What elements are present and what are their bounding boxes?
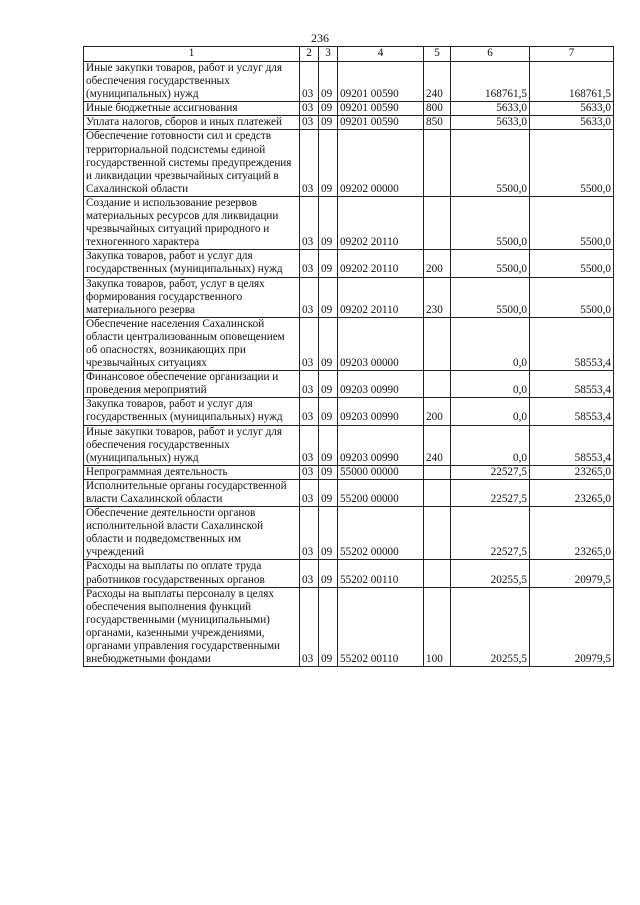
row-amount-1-cell: 20255,5 [451, 560, 530, 587]
row-amount-2-cell: 58553,4 [530, 317, 614, 370]
row-subsection-cell: 09 [319, 560, 338, 587]
row-section-cell: 03 [300, 560, 319, 587]
row-name-cell: Обеспечение готовности сил и средств территориальной подсистемы единой государственной системы предупреждения и ликвидации чрезвычайных ситуаций в Сахалинской области [84, 130, 300, 196]
row-amount-2-cell: 23265,0 [530, 507, 614, 560]
row-expense-type-cell: 800 [424, 102, 451, 116]
header-cell-7: 7 [530, 47, 614, 62]
row-amount-2-cell: 5500,0 [530, 196, 614, 249]
row-subsection-cell: 09 [319, 371, 338, 398]
row-amount-1-cell: 5500,0 [451, 250, 530, 277]
row-expense-type-cell [424, 507, 451, 560]
row-expense-type-cell: 850 [424, 116, 451, 130]
row-expense-type-cell: 200 [424, 250, 451, 277]
row-amount-2-cell: 58553,4 [530, 398, 614, 425]
row-section-cell: 03 [300, 277, 319, 317]
row-section-cell: 03 [300, 250, 319, 277]
row-name-cell: Закупка товаров, работ и услуг для государственных (муниципальных) нужд [84, 398, 300, 425]
row-expense-type-cell: 200 [424, 398, 451, 425]
row-subsection-cell: 09 [319, 250, 338, 277]
row-target-article-cell: 09201 00590 [338, 62, 424, 102]
row-amount-1-cell: 0,0 [451, 425, 530, 465]
page-number: 236 [311, 31, 329, 45]
row-name-cell: Создание и использование резервов материальных ресурсов для ликвидации чрезвычайных ситуаций природного и техногенного характера [84, 196, 300, 249]
row-target-article-cell: 09202 20110 [338, 250, 424, 277]
row-expense-type-cell [424, 560, 451, 587]
table-row [84, 62, 614, 102]
row-name-cell: Обеспечение населения Сахалинской области централизованным оповещением об опасностях, возникающих при чрезвычайных ситуациях [84, 317, 300, 370]
row-expense-type-cell [424, 479, 451, 506]
row-subsection-cell: 09 [319, 116, 338, 130]
row-expense-type-cell: 240 [424, 425, 451, 465]
row-expense-type-cell: 240 [424, 62, 451, 102]
row-amount-1-cell: 0,0 [451, 317, 530, 370]
row-name-cell: Иные закупки товаров, работ и услуг для обеспечения государственных (муниципальных) нужд [84, 425, 300, 465]
row-name-cell: Расходы на выплаты по оплате труда работников государственных органов [84, 560, 300, 587]
row-subsection-cell: 09 [319, 398, 338, 425]
table-row [84, 250, 614, 277]
row-amount-2-cell: 58553,4 [530, 371, 614, 398]
row-target-article-cell: 09203 00990 [338, 425, 424, 465]
row-target-article-cell: 55202 00110 [338, 560, 424, 587]
row-amount-2-cell: 5500,0 [530, 250, 614, 277]
row-expense-type-cell [424, 196, 451, 249]
row-amount-1-cell: 22527,5 [451, 465, 530, 479]
row-subsection-cell: 09 [319, 102, 338, 116]
row-amount-1-cell: 22527,5 [451, 507, 530, 560]
row-amount-2-cell: 5633,0 [530, 102, 614, 116]
row-amount-2-cell: 5500,0 [530, 277, 614, 317]
header-cell-2: 2 [300, 47, 319, 62]
row-amount-2-cell: 23265,0 [530, 465, 614, 479]
row-amount-2-cell: 168761,5 [530, 62, 614, 102]
row-expense-type-cell: 230 [424, 277, 451, 317]
table-row [84, 507, 614, 560]
row-amount-1-cell: 5500,0 [451, 277, 530, 317]
table-row [84, 560, 614, 587]
row-target-article-cell: 09202 00000 [338, 130, 424, 196]
table-row [84, 398, 614, 425]
row-section-cell: 03 [300, 507, 319, 560]
row-target-article-cell: 55202 00000 [338, 507, 424, 560]
row-target-article-cell: 09203 00990 [338, 371, 424, 398]
header-cell-4: 4 [338, 47, 424, 62]
row-expense-type-cell [424, 371, 451, 398]
header-cell-6: 6 [451, 47, 530, 62]
row-amount-2-cell: 23265,0 [530, 479, 614, 506]
row-subsection-cell: 09 [319, 425, 338, 465]
row-name-cell: Финансовое обеспечение организации и проведения мероприятий [84, 371, 300, 398]
row-amount-2-cell: 5633,0 [530, 116, 614, 130]
row-target-article-cell: 09201 00590 [338, 116, 424, 130]
row-name-cell: Иные бюджетные ассигнования [84, 102, 300, 116]
row-amount-1-cell: 5500,0 [451, 130, 530, 196]
row-subsection-cell: 09 [319, 62, 338, 102]
table-row [84, 196, 614, 249]
row-target-article-cell: 55000 00000 [338, 465, 424, 479]
row-section-cell: 03 [300, 398, 319, 425]
row-name-cell: Исполнительные органы государственной власти Сахалинской области [84, 479, 300, 506]
row-target-article-cell: 55202 00110 [338, 587, 424, 667]
row-expense-type-cell: 100 [424, 587, 451, 667]
row-expense-type-cell [424, 130, 451, 196]
row-subsection-cell: 09 [319, 465, 338, 479]
row-amount-2-cell: 5500,0 [530, 130, 614, 196]
row-amount-1-cell: 5500,0 [451, 196, 530, 249]
row-expense-type-cell [424, 317, 451, 370]
row-target-article-cell: 55200 00000 [338, 479, 424, 506]
header-cell-5: 5 [424, 47, 451, 62]
row-section-cell: 03 [300, 62, 319, 102]
row-amount-1-cell: 0,0 [451, 371, 530, 398]
row-amount-2-cell: 20979,5 [530, 560, 614, 587]
row-section-cell: 03 [300, 465, 319, 479]
row-amount-1-cell: 5633,0 [451, 102, 530, 116]
row-section-cell: 03 [300, 130, 319, 196]
row-name-cell: Закупка товаров, работ, услуг в целях формирования государственного материального резерва [84, 277, 300, 317]
table-row [84, 587, 614, 667]
row-target-article-cell: 09202 20110 [338, 277, 424, 317]
table-row [84, 317, 614, 370]
row-section-cell: 03 [300, 102, 319, 116]
row-section-cell: 03 [300, 371, 319, 398]
row-target-article-cell: 09203 00000 [338, 317, 424, 370]
row-target-article-cell: 09203 00990 [338, 398, 424, 425]
row-name-cell: Уплата налогов, сборов и иных платежей [84, 116, 300, 130]
row-target-article-cell: 09202 20110 [338, 196, 424, 249]
row-amount-1-cell: 22527,5 [451, 479, 530, 506]
table-row [84, 116, 614, 130]
row-name-cell: Закупка товаров, работ и услуг для государственных (муниципальных) нужд [84, 250, 300, 277]
row-subsection-cell: 09 [319, 479, 338, 506]
header-row [84, 47, 614, 62]
row-amount-1-cell: 5633,0 [451, 116, 530, 130]
row-section-cell: 03 [300, 479, 319, 506]
row-target-article-cell: 09201 00590 [338, 102, 424, 116]
row-amount-1-cell: 20255,5 [451, 587, 530, 667]
budget-table [83, 46, 614, 667]
table-row [84, 371, 614, 398]
header-cell-1: 1 [84, 47, 300, 62]
header-cell-3: 3 [319, 47, 338, 62]
row-section-cell: 03 [300, 116, 319, 130]
row-subsection-cell: 09 [319, 317, 338, 370]
table-row [84, 277, 614, 317]
row-subsection-cell: 09 [319, 587, 338, 667]
row-subsection-cell: 09 [319, 507, 338, 560]
row-name-cell: Расходы на выплаты персоналу в целях обеспечения выполнения функций государственными (муниципальными) органами, казенными учреждениями, органами управления государственными внебюджетными фондами [84, 587, 300, 667]
row-section-cell: 03 [300, 587, 319, 667]
row-amount-1-cell: 168761,5 [451, 62, 530, 102]
row-section-cell: 03 [300, 425, 319, 465]
row-subsection-cell: 09 [319, 130, 338, 196]
table-row [84, 479, 614, 506]
table-row [84, 465, 614, 479]
row-amount-2-cell: 20979,5 [530, 587, 614, 667]
row-section-cell: 03 [300, 317, 319, 370]
table-row [84, 102, 614, 116]
row-name-cell: Обеспечение деятельности органов исполнительной власти Сахалинской области и подведомственных им учреждений [84, 507, 300, 560]
row-amount-1-cell: 0,0 [451, 398, 530, 425]
row-subsection-cell: 09 [319, 277, 338, 317]
table-row [84, 425, 614, 465]
row-amount-2-cell: 58553,4 [530, 425, 614, 465]
row-name-cell: Иные закупки товаров, работ и услуг для обеспечения государственных (муниципальных) нужд [84, 62, 300, 102]
row-section-cell: 03 [300, 196, 319, 249]
row-expense-type-cell [424, 465, 451, 479]
row-subsection-cell: 09 [319, 196, 338, 249]
row-name-cell: Непрограммная деятельность [84, 465, 300, 479]
table-row [84, 130, 614, 196]
